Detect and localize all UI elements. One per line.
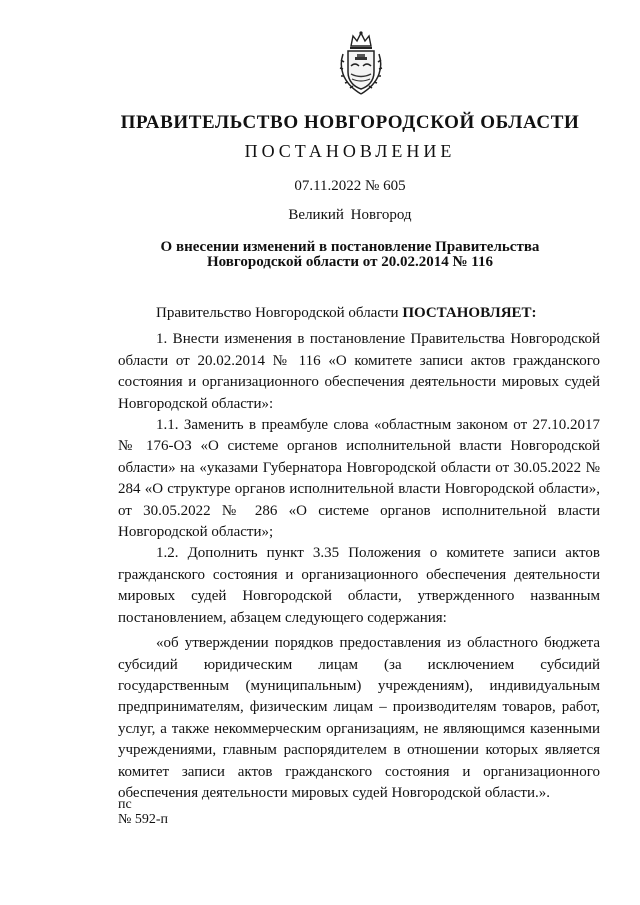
coat-of-arms-icon — [337, 30, 385, 96]
footer-number: № 592-п — [118, 812, 169, 827]
document-subject — [30, 240, 640, 270]
footer-code: пс — [118, 797, 132, 812]
document-body — [118, 303, 600, 804]
paragraph-1-1: 1.1. Заменить в преамбуле слова «областным законом от 27.10.2017 № 176-ОЗ «О системе органов исполнительной власти Новгородской области» на «указами Губернатора Новгородской области от 30.05.2022 № 284 «О структуре органов исполнительной власти Новгородской области», от 30.05.2022 № 286 «О системе органов исполнительной власти Новгородской области»; — [118, 417, 600, 541]
resolution-lead — [118, 303, 600, 324]
subject-line-2: Новгородской области от 20.02.2014 № 116 — [207, 254, 493, 270]
lead-text: Правительство Новгородской области — [156, 305, 403, 321]
document-city: Великий Новгород — [288, 207, 412, 223]
subject-line-1: О внесении изменений в постановление Правительства — [160, 239, 540, 255]
document-footer — [118, 797, 168, 827]
paragraph-1: 1. Внести изменения в постановление Правительства Новгородской области от 20.02.2014 № 116 «О комитете записи актов гражданского состояния и организационного обеспечения деятельности мировых судей Новгородской области»: — [118, 331, 600, 412]
document-date-number: 07.11.2022 № 605 — [294, 178, 406, 194]
paragraph-1-2: 1.2. Дополнить пункт 3.35 Положения о комитете записи актов гражданского состояния и организационного обеспечения деятельности мировых судей Новгородской области, утвержденного названным постановлением, абзацем следующего содержания: — [118, 545, 600, 626]
paragraph-quote: «об утверждении порядков предоставления из областного бюджета субсидий юридическим лицам (за исключением субсидий государственным (муниципальным) учреждениям), индивидуальным предпринимателям, физическим лицам – производителям товаров, работ, услуг, а также некоммерческим организациям, не являющимся казенными учреждениями, главным распорядителем в отношении которых является комитет записи актов гражданского состояния и организационного обеспечения деятельности мировых судей Новгородской области.». — [118, 635, 600, 801]
lead-decree-word: ПОСТАНОВЛЯЕТ: — [402, 305, 537, 321]
document-type: ПОСТАНОВЛЕНИЕ — [244, 141, 456, 161]
government-title: ПРАВИТЕЛЬСТВО НОВГОРОДСКОЙ ОБЛАСТИ — [120, 112, 580, 133]
